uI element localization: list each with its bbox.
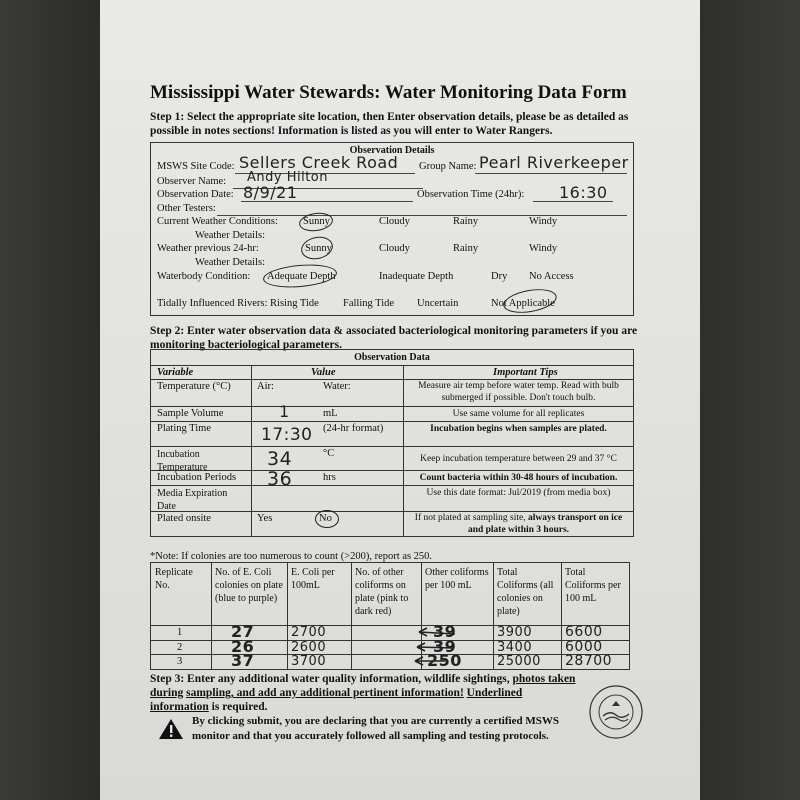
- divider: [493, 563, 494, 669]
- incubation-temperature-unit: °C: [323, 448, 335, 459]
- tidal-option-uncertain[interactable]: Uncertain: [417, 298, 459, 309]
- sample-volume-unit: mL: [323, 408, 338, 419]
- previous-weather-option-rainy[interactable]: Rainy: [453, 243, 479, 254]
- tidal-option-not-applicable[interactable]: Not Applicable: [491, 298, 555, 309]
- total-coliforms-cell[interactable]: 3400: [497, 640, 533, 655]
- divider: [151, 406, 633, 407]
- media-expiration-field[interactable]: [252, 486, 402, 511]
- header-replicate: Replicate No.: [155, 567, 193, 591]
- msws-seal-logo: [588, 684, 644, 740]
- replicate-no-cell: 1: [177, 627, 183, 638]
- col-variable-header: Variable: [157, 367, 194, 378]
- waterbody-option-dry[interactable]: Dry: [491, 271, 508, 282]
- header-ecoli-per-100ml: E. Coli per 100mL: [291, 567, 335, 591]
- step3-underlined-info: Underlined information: [150, 687, 523, 713]
- step3-underlined-sampling: sampling, and add any additional pertinent information!: [186, 687, 464, 699]
- current-weather-option-windy[interactable]: Windy: [529, 216, 558, 227]
- certification-statement: By clicking submit, you are declaring that you are currently a certified MSWS monitor and that you accurately followed all sampling and testing protocols.: [192, 715, 559, 742]
- total-per-100ml-cell[interactable]: 6600: [565, 624, 603, 640]
- step2-instructions: Step 2: Enter water observation data & associated bacteriological monitoring parameters if you are monitoring bacteriological parameters.: [150, 325, 638, 351]
- replicate-table: [150, 562, 630, 670]
- plated-onsite-tip: [406, 512, 631, 536]
- other-testers-field[interactable]: [217, 215, 627, 216]
- background-left: [0, 0, 100, 800]
- plating-time-field[interactable]: 17:30: [261, 425, 313, 445]
- group-name-line: [475, 173, 627, 174]
- incubation-periods-unit: hrs: [323, 472, 336, 483]
- site-code-field[interactable]: Sellers Creek Road: [239, 153, 399, 172]
- tidal-option-falling[interactable]: Falling Tide: [343, 298, 395, 309]
- replicate-no-cell: 2: [177, 642, 183, 653]
- media-expiration-tip: Use this date format: Jul/2019 (from media box): [426, 488, 611, 498]
- divider: [151, 470, 633, 471]
- header-total-per-100ml: Total Coliforms per 100 mL: [565, 567, 621, 604]
- group-name-field[interactable]: Pearl Riverkeeper: [479, 153, 629, 172]
- ecoli-colonies-cell[interactable]: 27: [231, 622, 255, 641]
- waterbody-condition-label: Waterbody Condition:: [157, 271, 251, 282]
- form-title: Mississippi Water Stewards: Water Monitoring Data Form: [150, 82, 627, 103]
- previous-weather-option-sunny[interactable]: Sunny: [305, 243, 332, 254]
- waterbody-option-adequate[interactable]: Adequate Depth: [267, 271, 336, 282]
- step3-underlined-photos: photos taken: [512, 673, 576, 685]
- ecoli-colonies-cell[interactable]: 37: [231, 651, 255, 670]
- incubation-temperature-field[interactable]: 34: [267, 448, 293, 470]
- sample-volume-label: Sample Volume: [157, 408, 224, 419]
- colonies-note: *Note: If colonies are too numerous to count (>200), report as 250.: [150, 551, 433, 562]
- waterbody-option-no-access[interactable]: No Access: [529, 271, 574, 282]
- plated-onsite-tip-text: If not plated at sampling site,: [414, 513, 528, 523]
- sample-volume-field[interactable]: 1: [279, 402, 290, 421]
- background-right: [700, 0, 800, 800]
- header-other-coliforms: No. of other coliforms on plate (pink to dark red): [355, 567, 409, 617]
- ecoli-colonies-cell[interactable]: 26: [231, 637, 255, 656]
- step1-instructions: Step 1: Select the appropriate site location, then Enter observation details, please be as detailed as possible in notes sections! Information is listed as you will enter to Water Rangers.: [150, 111, 629, 137]
- incubation-periods-label: Incubation Periods: [157, 472, 237, 483]
- observation-data-table: [150, 349, 634, 537]
- waterbody-option-inadequate[interactable]: Inadequate Depth: [379, 271, 454, 282]
- temperature-tip: Measure air temp before water temp. Read with bulb submerged if possible. Don't touch bulb.: [418, 381, 619, 403]
- total-coliforms-cell[interactable]: 3900: [497, 625, 533, 640]
- other-per-100ml-cell[interactable]: 39: [433, 622, 457, 641]
- ecoli-per-100ml-cell[interactable]: 2600: [291, 640, 327, 655]
- total-per-100ml-cell[interactable]: 6000: [565, 639, 603, 655]
- paper-form: [100, 0, 700, 800]
- media-expiration-label: Media Expiration Date: [157, 488, 228, 512]
- current-weather-details-label: Weather Details:: [195, 230, 265, 241]
- current-weather-option-sunny[interactable]: Sunny: [303, 216, 330, 227]
- ecoli-per-100ml-cell[interactable]: 3700: [291, 654, 327, 669]
- incubation-periods-tip: Count bacteria within 30-48 hours of incubation.: [419, 473, 618, 483]
- total-coliforms-cell[interactable]: 25000: [497, 654, 541, 669]
- header-other-per-100ml: Other coliforms per 100 mL: [425, 567, 489, 591]
- divider: [151, 421, 633, 422]
- plated-onsite-label: Plated onsite: [157, 513, 211, 524]
- group-name-label: Group Name:: [419, 161, 477, 172]
- col-tips-header: Important Tips: [493, 367, 558, 378]
- plated-onsite-tip-bold: always transport on ice and plate within 3 hours.: [467, 513, 623, 535]
- previous-weather-option-cloudy[interactable]: Cloudy: [379, 243, 410, 254]
- plating-time-tip: Incubation begins when samples are plated.: [430, 424, 607, 434]
- current-weather-label: Current Weather Conditions:: [157, 216, 278, 227]
- plated-onsite-no[interactable]: No: [319, 513, 332, 524]
- other-per-100ml-cell[interactable]: 39: [433, 637, 457, 656]
- other-testers-label: Other Testers:: [157, 203, 216, 214]
- divider: [151, 365, 633, 366]
- tidal-rivers-label: Tidally Influenced Rivers: Rising Tide: [157, 298, 319, 309]
- air-temp-label: Air:: [257, 381, 274, 392]
- observation-data-heading: Observation Data: [354, 352, 430, 363]
- observation-date-label: Observation Date:: [157, 189, 234, 200]
- step3-text: Step 3: Enter any additional water quality information, wildlife sightings,: [150, 673, 513, 685]
- divider: [351, 563, 352, 669]
- observation-time-label: Observation Time (24hr):: [417, 189, 525, 200]
- current-weather-option-rainy[interactable]: Rainy: [453, 216, 479, 227]
- observation-time-field[interactable]: 16:30: [559, 183, 608, 202]
- site-code-label: MSWS Site Code:: [157, 161, 235, 172]
- replicate-no-cell: 3: [177, 656, 183, 667]
- step3-instructions: [150, 672, 580, 714]
- plating-time-unit: (24-hr format): [323, 423, 384, 434]
- incubation-temperature-tip: Keep incubation temperature between 29 and 37 °C: [420, 454, 617, 464]
- observation-details-box: [150, 142, 634, 316]
- warning-icon: [158, 718, 184, 740]
- incubation-periods-field[interactable]: 36: [267, 468, 293, 490]
- temperature-label: Temperature (°C): [157, 381, 231, 392]
- divider: [561, 563, 562, 669]
- observation-date-field[interactable]: 8/9/21: [243, 183, 298, 202]
- divider: [211, 563, 212, 669]
- previous-weather-option-windy[interactable]: Windy: [529, 243, 558, 254]
- observer-name-field[interactable]: Andy Hilton: [247, 170, 328, 185]
- observer-name-label: Observer Name:: [157, 176, 227, 187]
- plated-onsite-yes[interactable]: Yes: [257, 513, 273, 524]
- total-per-100ml-cell[interactable]: 28700: [565, 653, 613, 669]
- observation-details-heading: Observation Details: [349, 145, 435, 156]
- current-weather-option-cloudy[interactable]: Cloudy: [379, 216, 410, 227]
- incubation-temperature-label: Incubation Temperature: [157, 449, 208, 473]
- water-temp-label: Water:: [323, 381, 351, 392]
- previous-weather-details-label: Weather Details:: [195, 257, 265, 268]
- sample-volume-tip: Use same volume for all replicates: [452, 409, 585, 419]
- step3-text-end: is required.: [208, 701, 268, 713]
- divider: [287, 563, 288, 669]
- divider: [151, 446, 633, 447]
- handwritten-arrows: [355, 625, 485, 669]
- plating-time-label: Plating Time: [157, 423, 211, 434]
- weather-previous-label: Weather previous 24-hr:: [157, 243, 259, 254]
- step3-underlined-during: during: [150, 687, 184, 699]
- header-total-coliforms: Total Coliforms (all colonies on plate): [497, 567, 554, 617]
- ecoli-per-100ml-cell[interactable]: 2700: [291, 625, 327, 640]
- other-per-100ml-cell[interactable]: 250: [427, 651, 462, 670]
- col-value-header: Value: [311, 367, 336, 378]
- header-ecoli-colonies: No. of E. Coli colonies on plate (blue to purple): [215, 567, 283, 604]
